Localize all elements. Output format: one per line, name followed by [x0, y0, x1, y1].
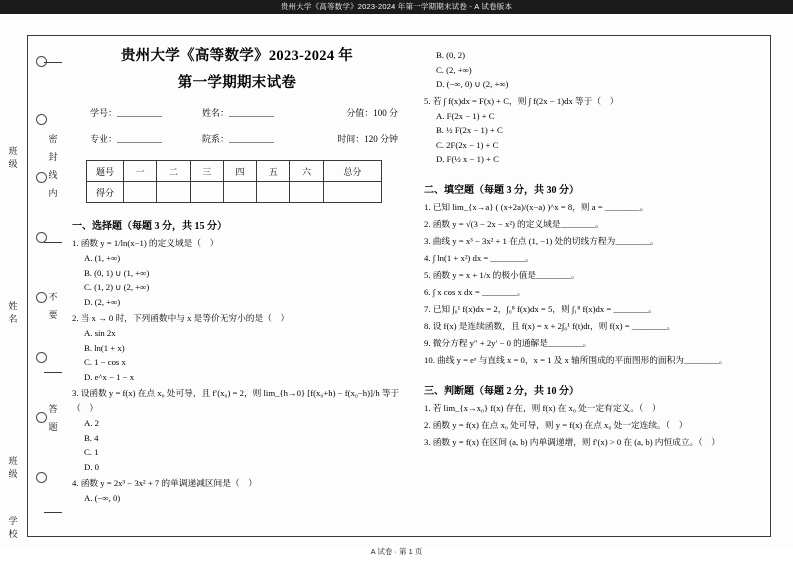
- question-option[interactable]: A. F(2x − 1) + C: [436, 110, 495, 121]
- question-choice-2: [72, 311, 402, 384]
- exam-content: [72, 38, 762, 530]
- student-id-field[interactable]: 学号：__________: [90, 108, 163, 118]
- table-row: [87, 182, 382, 203]
- score-table: [86, 160, 382, 203]
- outer-label-2: 姓名: [8, 301, 18, 324]
- section-heading-choice: 一、选择题（每题 3 分，共 15 分）: [72, 221, 227, 232]
- seal-rule: [44, 512, 62, 513]
- question-option[interactable]: B. ln(1 + x): [84, 342, 125, 353]
- total-score-label: 分值：100 分: [346, 108, 398, 118]
- question-option[interactable]: A. 2: [84, 418, 99, 428]
- question-choice-5: [424, 94, 754, 167]
- question-option[interactable]: C. 2F(2x − 1) + C: [436, 139, 499, 150]
- score-cell[interactable]: [323, 182, 381, 203]
- seal-char: 要: [48, 310, 58, 320]
- question-fill-4[interactable]: 4. ∫ ln(1 + x²) dx = ________。: [424, 252, 534, 263]
- page-footer: A 试卷 · 第 1 页: [370, 547, 423, 556]
- question-option[interactable]: A. sin 2x: [84, 328, 116, 338]
- paper-sheet: [0, 14, 793, 547]
- score-cell[interactable]: [157, 182, 190, 203]
- score-table-row-header: 得分: [87, 182, 124, 203]
- title-line-1: 贵州大学《高等数学》2023-2024 年: [120, 48, 354, 64]
- meta-row-1: [72, 106, 402, 122]
- outer-label-3: 班级: [8, 456, 18, 479]
- seal-char: 答: [48, 404, 58, 414]
- page-header-bar: 贵州大学《高等数学》2023-2024 年第一学期期末试卷 - A 试卷版本: [0, 0, 793, 14]
- question-option[interactable]: D. 0: [84, 461, 99, 472]
- meta-row-2: [72, 132, 402, 148]
- seal-rule: [44, 242, 62, 243]
- score-table-col-6: 六: [290, 161, 323, 182]
- score-table-col-4: 四: [223, 161, 256, 182]
- score-table-col-1: 一: [124, 161, 157, 182]
- question-stem: 1. 函数 y = 1/ln(x−1) 的定义域是（ ）: [72, 238, 219, 248]
- question-choice-4: [72, 476, 402, 506]
- question-option[interactable]: D. e^x − 1 − x: [84, 371, 135, 382]
- question-stem: 2. 当 x → 0 时，下列函数中与 x 是等价无穷小的是（ ）: [72, 313, 290, 323]
- score-table-col-5: 五: [257, 161, 290, 182]
- score-cell[interactable]: [124, 182, 157, 203]
- question-fill-7[interactable]: 7. 已知 ∫₀¹ f(x)dx = 2，∫₀⁸ f(x)dx = 5，则 ∫₁⁸ f(x)dx = ________。: [424, 303, 657, 314]
- question-option[interactable]: C. 1: [84, 447, 99, 457]
- question-option[interactable]: B. (0, 1) ∪ (1, +∞): [84, 267, 150, 278]
- question-fill-8[interactable]: 8. 设 f(x) 是连续函数，且 f(x) = x + 2∫₀¹ f(t)dt，则 f(x) = ________。: [424, 320, 676, 331]
- score-table-row-header: 题号: [87, 161, 124, 182]
- question-judge-2[interactable]: 2. 函数 y = f(x) 在点 x₀ 处可导，则 y = f(x) 在点 x₀ 处一定连续。（ ）: [424, 419, 688, 430]
- right-column: [424, 38, 754, 450]
- score-cell[interactable]: [257, 182, 290, 203]
- question-stem: 3. 设函数 y = f(x) 在点 x₀ 处可导，且 f′(x₀) = 2，则 lim_{h→0} [f(x₀+h) − f(x₀−h)]/h 等于（ ）: [72, 388, 400, 413]
- question-fill-10[interactable]: 10. 曲线 y = eˣ 与直线 x = 0，x = 1 及 x 轴所围成的平面图形的面积为________。: [424, 354, 728, 365]
- seal-char: 线: [48, 170, 58, 180]
- question-fill-5[interactable]: 5. 函数 y = x + 1/x 的极小值是________。: [424, 269, 580, 280]
- question-fill-1[interactable]: 1. 已知 lim_{x→a} ( (x+2a)/(x−a) )^x = 8，则 a = ________。: [424, 201, 649, 212]
- section-heading-fill: 二、填空题（每题 3 分，共 30 分）: [424, 184, 579, 196]
- score-cell[interactable]: [223, 182, 256, 203]
- question-option[interactable]: D. (−∞, 0) ∪ (2, +∞): [436, 79, 509, 89]
- seal-rule: [44, 372, 62, 373]
- question-option[interactable]: B. (0, 2): [436, 50, 465, 60]
- seal-char: 密: [48, 134, 58, 144]
- question-fill-6[interactable]: 6. ∫ x cos x dx = ________。: [424, 286, 526, 297]
- title-line-2: 第一学期期末试卷: [177, 75, 297, 91]
- duration-label: 时间：120 分钟: [337, 134, 398, 144]
- score-table-col-3: 三: [190, 161, 223, 182]
- score-cell[interactable]: [190, 182, 223, 203]
- seal-column: [30, 42, 70, 528]
- question-option[interactable]: C. (1, 2) ∪ (2, +∞): [84, 282, 150, 292]
- score-table-col-7: 总分: [323, 161, 381, 182]
- question-option[interactable]: B. ½ F(2x − 1) + C: [436, 125, 503, 135]
- question-stem: 4. 函数 y = 2x³ − 3x² + 7 的单调递减区间是（ ）: [72, 478, 257, 488]
- question-option[interactable]: B. 4: [84, 432, 99, 443]
- question-option[interactable]: C. (2, +∞): [436, 64, 472, 75]
- name-field[interactable]: 姓名：__________: [202, 108, 275, 118]
- seal-char: 不: [48, 292, 58, 302]
- question-choice-4-continued: [424, 48, 754, 92]
- question-option[interactable]: A. (−∞, 0): [84, 493, 121, 503]
- question-option[interactable]: A. (1, +∞): [84, 253, 121, 263]
- seal-char: 内: [48, 188, 58, 198]
- left-column: [72, 38, 402, 506]
- outer-label-4: 学校: [8, 516, 18, 539]
- question-judge-3[interactable]: 3. 函数 y = f(x) 在区间 (a, b) 内单调递增，则 f′(x) > 0 在 (a, b) 内恒成立。（ ）: [424, 436, 720, 447]
- table-row: [87, 161, 382, 182]
- seal-char: 封: [48, 152, 58, 162]
- question-option[interactable]: C. 1 − cos x: [84, 357, 126, 367]
- question-option[interactable]: D. F(½ x − 1) + C: [436, 154, 499, 164]
- question-stem: 5. 若 ∫ f(x)dx = F(x) + C，则 ∫ f(2x − 1)dx 等于（ ）: [424, 95, 619, 106]
- seal-char: 题: [48, 422, 58, 432]
- department-field[interactable]: 院系：__________: [202, 134, 275, 144]
- score-table-col-2: 二: [157, 161, 190, 182]
- question-option[interactable]: D. (2, +∞): [84, 296, 121, 307]
- major-field[interactable]: 专业：__________: [90, 134, 163, 144]
- question-choice-1: [72, 236, 402, 309]
- question-choice-3: [72, 386, 402, 474]
- question-fill-2[interactable]: 2. 函数 y = √(3 − 2x − x²) 的定义域是________。: [424, 218, 604, 229]
- question-fill-9[interactable]: 9. 微分方程 y″ + 2y′ − 0 的通解是________。: [424, 337, 592, 348]
- question-fill-3[interactable]: 3. 曲线 y = x³ − 3x² + 1 在点 (1, −1) 处的切线方程为________。: [424, 235, 659, 246]
- seal-rule: [44, 62, 62, 63]
- page-title: [72, 44, 402, 92]
- score-cell[interactable]: [290, 182, 323, 203]
- question-judge-1[interactable]: 1. 若 lim_{x→x₀} f(x) 存在，则 f(x) 在 x₀ 处一定有定义。（ ）: [424, 402, 661, 413]
- section-heading-judge: 三、判断题（每题 2 分，共 10 分）: [424, 385, 579, 397]
- outer-label-1: 班级: [8, 146, 18, 169]
